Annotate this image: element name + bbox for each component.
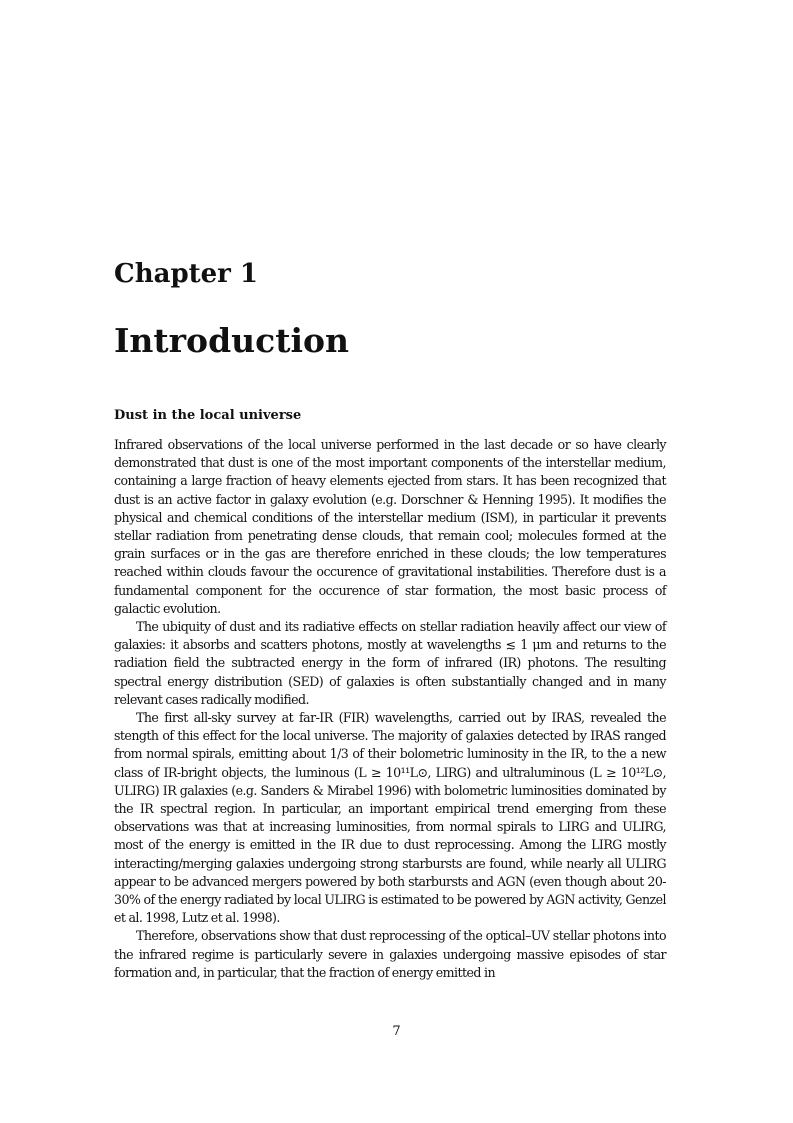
paragraph-4: Therefore, observations show that dust reprocessing of the optical–UV stellar photons into the infrared regime is particularly severe in galaxies undergoing massive episodes of star formation and, in particular, that the fraction of energy emitted in [114,928,666,980]
chapter-title: Introduction [114,321,350,360]
chapter-body [114,406,666,982]
chapter-number: Chapter 1 [114,259,259,289]
section-heading: Dust in the local universe [114,408,302,423]
paragraph-1: Infrared observations of the local universe performed in the last decade or so have clearly demonstrated that dust is one of the most important components of the interstellar medium, containing a large fraction of heavy elements ejected from stars. It has been recognized that dust is an active factor in galaxy evolution (e.g. Dorschner & Henning 1995). It modifies the physical and chemical conditions of the interstellar medium (ISM), in particular it prevents stellar radiation from penetrating dense clouds, that remain cool; molecules formed at the grain surfaces or in the gas are therefore enriched in these clouds; the low temperatures reached within clouds favour the occurence of gravitational instabilities. Therefore dust is a fundamental component for the occurence of star formation, the most basic process of galactic evolution. [114,437,666,616]
paragraph-3: The first all-sky survey at far-IR (FIR) wavelengths, carried out by IRAS, revealed the stength of this effect for the local universe. The majority of galaxies detected by IRAS ranged from normal spirals, emitting about 1/3 of their bolometric luminosity in the IR, to the a new class of IR-bright objects, the luminous (L ≥ 10¹¹L⊙, LIRG) and ultraluminous (L ≥ 10¹²L⊙, ULIRG) IR galaxies (e.g. Sanders & Mirabel 1996) with bolometric luminosities dominated by the IR spectral region. In particular, an important empirical trend emerging from these observations was that at increasing luminosities, from normal spirals to LIRG and ULIRG, most of the energy is emitted in the IR due to dust reprocessing. Among the LIRG mostly interacting/merging galaxies undergoing strong starbursts are found, while nearly all ULIRG appear to be advanced mergers powered by both starbursts and AGN (even though about 20-30% of the energy radiated by local ULIRG is estimated to be powered by AGN activity, Genzel et al. 1998, Lutz et al. 1998). [114,710,666,926]
paragraph-2: The ubiquity of dust and its radiative effects on stellar radiation heavily affect our view of galaxies: it absorbs and scatters photons, mostly at wavelengths ≲ 1 μm and returns to the radiation field the subtracted energy in the form of infrared (IR) photons. The resulting spectral energy distribution (SED) of galaxies is often substantially changed and in many relevant cases radically modified. [114,619,666,707]
page-number: 7 [392,1024,401,1039]
